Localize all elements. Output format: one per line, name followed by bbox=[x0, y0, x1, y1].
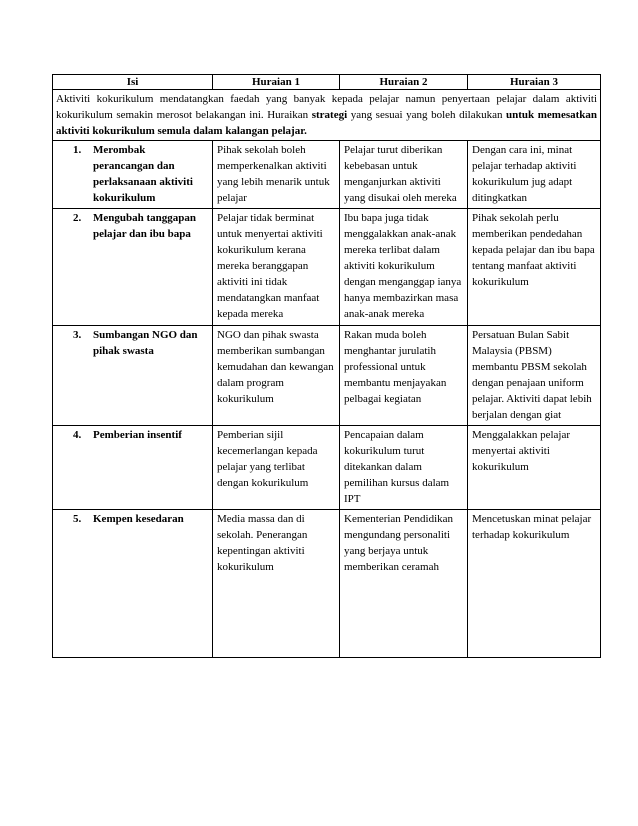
intro-row bbox=[53, 90, 601, 141]
header-huraian-3: Huraian 3 bbox=[468, 75, 601, 90]
huraian-3-cell: Persatuan Bulan Sabit Malaysia (PBSM) membantu PBSM sekolah dengan penajaan uniform pelajar. Aktiviti dapat lebih berjalan dengan giat bbox=[468, 326, 601, 426]
question-text: Aktiviti kokurikulum mendatangkan faedah yang banyak kepada pelajar namun penyertaan pelajar dalam aktiviti kokurikulum semakin merosot belakangan ini. Huraikan strategi yang sesuai yang boleh dilakukan untuk memesatkan aktiviti kokurikulum semula dalam kalangan pelajar. bbox=[53, 90, 601, 141]
document-page bbox=[52, 74, 600, 658]
table-row bbox=[53, 326, 601, 426]
isi-cell bbox=[53, 141, 213, 209]
isi-cell bbox=[53, 209, 213, 326]
row-number: 3. bbox=[73, 329, 82, 341]
isi-cell bbox=[53, 426, 213, 510]
table-row bbox=[53, 426, 601, 510]
huraian-1-cell: Pelajar tidak berminat untuk menyertai aktiviti kokurikulum kerana mereka beranggapan aktiviti ini tidak mendatangkan manfaat kepada mereka bbox=[213, 209, 340, 326]
question-part1: Aktiviti kokurikulum mendatangkan faedah yang banyak kepada pelajar namun penyertaan pelajar dalam aktiviti kokurikulum semakin merosot belakangan ini. Huraikan bbox=[56, 93, 597, 121]
header-row bbox=[53, 75, 601, 90]
isi-cell bbox=[53, 326, 213, 426]
huraian-2-cell: Ibu bapa juga tidak menggalakkan anak-anak mereka terlibat dalam aktiviti kokurikulum dengan menganggap ianya hanya membazirkan masa anak-anak mereka bbox=[340, 209, 468, 326]
huraian-2-cell: Rakan muda boleh menghantar jurulatih professional untuk membantu menjayakan pelbagai kegiatan bbox=[340, 326, 468, 426]
isi-cell bbox=[53, 510, 213, 658]
row-number: 5. bbox=[73, 513, 82, 525]
question-part2: yang sesuai yang boleh dilakukan bbox=[347, 109, 507, 121]
question-tail: untuk memesatkan aktiviti kokurikulum semula dalam kalangan pelajar bbox=[56, 109, 598, 137]
row-number: 1. bbox=[73, 144, 82, 156]
table-row bbox=[53, 141, 601, 209]
header-isi: Isi bbox=[53, 75, 213, 90]
header-huraian-1: Huraian 1 bbox=[213, 75, 340, 90]
isi-text: Mengubah tanggapan pelajar dan ibu bapa bbox=[93, 212, 197, 240]
huraian-2-cell: Pencapaian dalam kokurikulum turut ditekankan dalam pemilihan kursus dalam IPT bbox=[340, 426, 468, 510]
header-huraian-2: Huraian 2 bbox=[340, 75, 468, 90]
table-row bbox=[53, 510, 601, 658]
row-number: 2. bbox=[73, 212, 82, 224]
strategy-table bbox=[52, 74, 601, 658]
huraian-1-cell: Media massa dan di sekolah. Penerangan kepentingan aktiviti kokurikulum bbox=[213, 510, 340, 658]
question-keyword: strategi bbox=[311, 109, 348, 121]
huraian-1-cell: Pihak sekolah boleh memperkenalkan aktiviti yang lebih menarik untuk pelajar bbox=[213, 141, 340, 209]
huraian-3-cell: Menggalakkan pelajar menyertai aktiviti kokurikulum bbox=[468, 426, 601, 510]
huraian-2-cell: Kementerian Pendidikan mengundang personaliti yang berjaya untuk memberikan ceramah bbox=[340, 510, 468, 658]
huraian-3-cell: Pihak sekolah perlu memberikan pendedahan kepada pelajar dan ibu bapa tentang manfaat aktiviti kokurikulum bbox=[468, 209, 601, 326]
isi-text: Kempen kesedaran bbox=[93, 513, 184, 525]
huraian-2-cell: Pelajar turut diberikan kebebasan untuk menganjurkan aktiviti yang disukai oleh mereka bbox=[340, 141, 468, 209]
isi-text: Pemberian insentif bbox=[93, 429, 182, 441]
isi-text: Merombak perancangan dan perlaksanaan aktiviti kokurikulum bbox=[93, 144, 193, 204]
isi-text: Sumbangan NGO dan pihak swasta bbox=[93, 329, 198, 357]
table-row bbox=[53, 209, 601, 326]
row-number: 4. bbox=[73, 429, 82, 441]
huraian-1-cell: NGO dan pihak swasta memberikan sumbangan kemudahan dan kewangan dalam program kokurikulum bbox=[213, 326, 340, 426]
huraian-1-cell: Pemberian sijil kecemerlangan kepada pelajar yang terlibat dengan kokurikulum bbox=[213, 426, 340, 510]
huraian-3-cell: Dengan cara ini, minat pelajar terhadap aktiviti kokurikulum jug adapt ditingkatkan bbox=[468, 141, 601, 209]
huraian-3-cell: Mencetuskan minat pelajar terhadap kokurikulum bbox=[468, 510, 601, 658]
